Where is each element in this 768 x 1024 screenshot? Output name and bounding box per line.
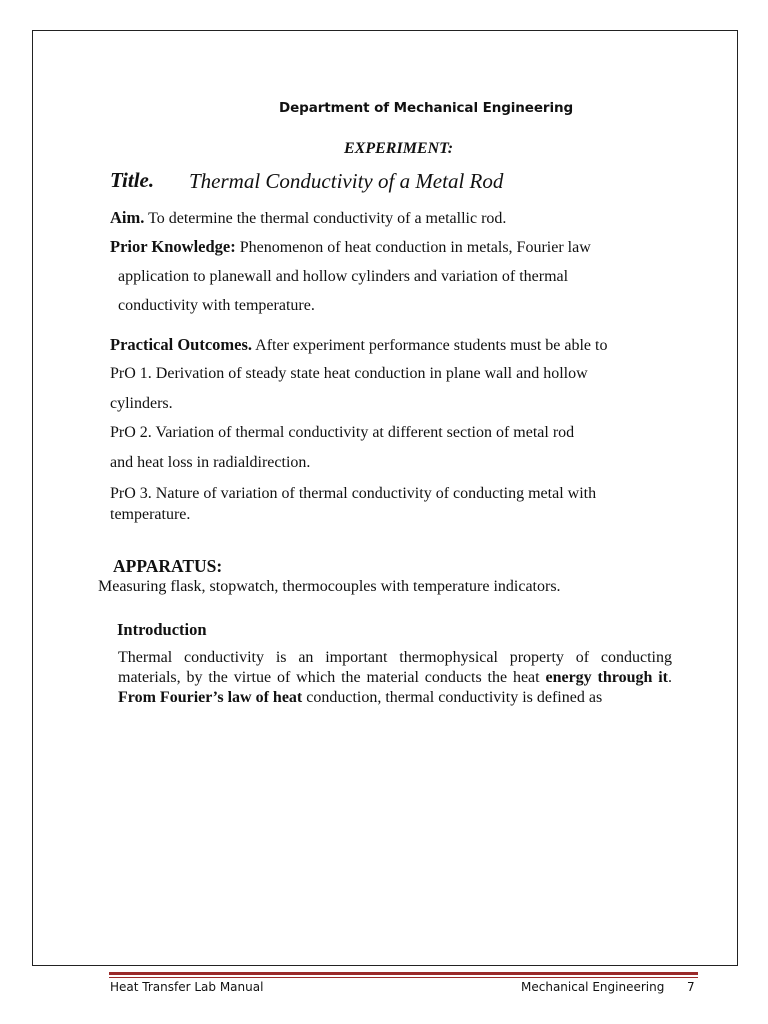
- apparatus-heading: APPARATUS:: [113, 556, 223, 576]
- prior-knowledge-line-1: [110, 237, 591, 257]
- practical-outcomes-text: After experiment performance students must be able to: [255, 337, 608, 354]
- pro2-line-1: PrO 2. Variation of thermal conductivity at different section of metal rod: [110, 424, 575, 441]
- intro-bold-2: From Fourier’s law of heat: [118, 689, 303, 706]
- intro-text-1: Thermal conductivity is an important thermophysical property of conducting materials, by the virtue of which the material conducts the heat: [118, 649, 672, 686]
- aim-line: [110, 208, 506, 228]
- introduction-paragraph: [118, 648, 672, 708]
- footer-department: Mechanical Engineering: [521, 980, 665, 994]
- footer-manual-title: Heat Transfer Lab Manual: [110, 980, 264, 994]
- prior-knowledge-line-2: application to planewall and hollow cylinders and variation of thermal: [118, 268, 569, 285]
- title-label: Title.: [110, 168, 155, 192]
- pro1-line-1: PrO 1. Derivation of steady state heat conduction in plane wall and hollow: [110, 365, 588, 382]
- apparatus-text: Measuring flask, stopwatch, thermocouples with temperature indicators.: [98, 578, 561, 595]
- prior-knowledge-text-1: Phenomenon of heat conduction in metals, Fourier law: [239, 239, 591, 256]
- pro3-line-2: temperature.: [110, 506, 191, 523]
- practical-outcomes-label: Practical Outcomes.: [110, 335, 253, 354]
- pro2-line-2: and heat loss in radialdirection.: [110, 454, 311, 471]
- practical-outcomes-line: [110, 335, 607, 355]
- intro-text-3: conduction, thermal conductivity is defined as: [302, 689, 603, 706]
- intro-text-2: .: [668, 669, 673, 686]
- introduction-heading: Introduction: [117, 620, 207, 639]
- experiment-label: EXPERIMENT:: [344, 140, 454, 157]
- aim-label: Aim.: [110, 208, 145, 227]
- pro3-line-1: PrO 3. Nature of variation of thermal conductivity of conducting metal with: [110, 485, 597, 502]
- intro-bold-1: energy through it: [545, 669, 669, 686]
- page-number: 7: [687, 980, 695, 994]
- footer-rule-thin: [109, 977, 698, 978]
- department-heading: Department of Mechanical Engineering: [279, 100, 574, 116]
- footer-rule: [109, 972, 698, 975]
- experiment-title: Thermal Conductivity of a Metal Rod: [189, 169, 504, 193]
- pro1-line-2: cylinders.: [110, 395, 173, 412]
- aim-text: To determine the thermal conductivity of a metallic rod.: [148, 210, 507, 227]
- prior-knowledge-label: Prior Knowledge:: [110, 237, 236, 256]
- prior-knowledge-line-3: conductivity with temperature.: [118, 297, 315, 314]
